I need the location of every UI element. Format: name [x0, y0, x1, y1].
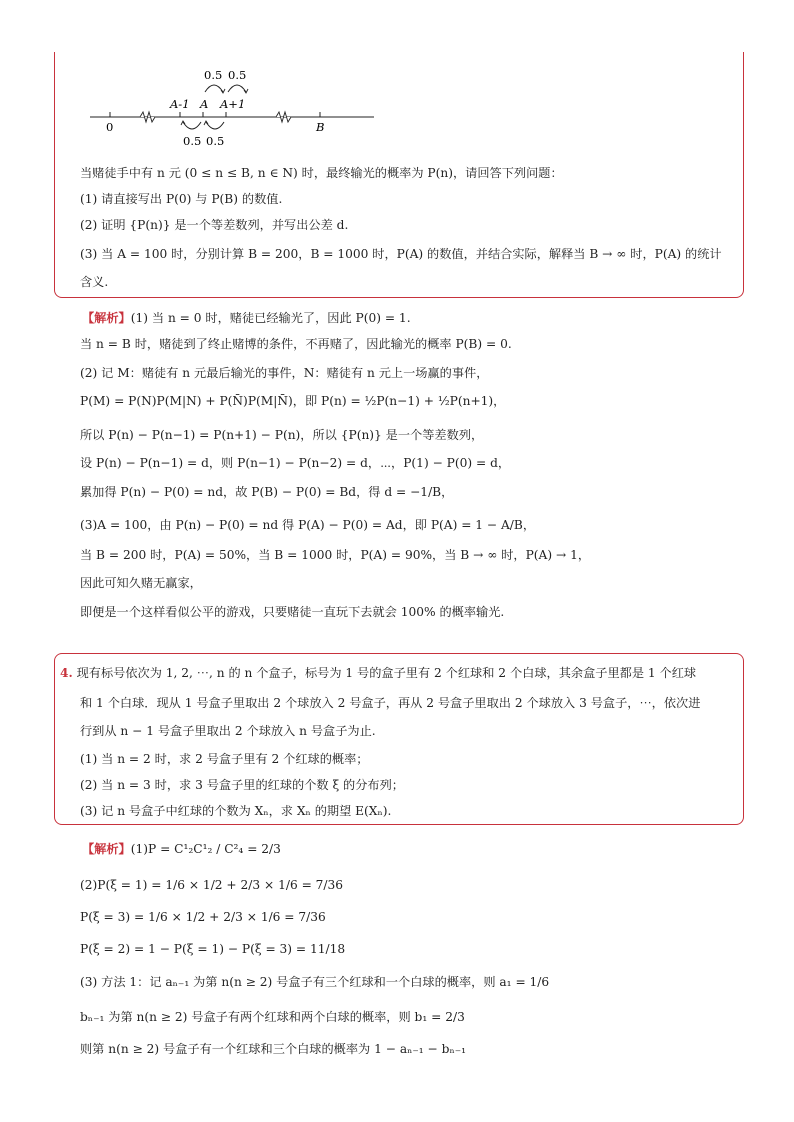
arc-top-1 [205, 85, 223, 92]
solution-4-line-5: (3) 方法 1：记 aₙ₋₁ 为第 n(n ≥ 2) 号盒子有三个红球和一个白球的概率，则 a₁ = 1/6 [80, 975, 550, 989]
solution-4-line-3: P(ξ = 3) = 1/6 × 1/2 + 2/3 × 1/6 = 7/36 [80, 910, 326, 924]
solution-3-line-7: 累加得 P(n) − P(0) = nd，故 P(B) − P(0) = Bd，得 d = −1/B， [80, 485, 454, 499]
problem-4-number: 4. [60, 666, 73, 680]
solution-3-line-9: 当 B = 200 时，P(A) = 50%，当 B = 1000 时，P(A) = 90%，当 B → ∞ 时，P(A) → 1， [80, 548, 591, 562]
problem-4-question-3: (3) 记 n 号盒子中红球的个数为 Xₙ，求 Xₙ 的期望 E(Xₙ). [80, 804, 392, 818]
solution-4-line-1: 【解析】(1)P = C¹₂C¹₂ / C²₄ = 2/3 [82, 842, 281, 856]
solution-3-line-2: 当 n = B 时，赌徒到了终止赌博的条件，不再赌了，因此输光的概率 P(B) = 0. [80, 337, 512, 351]
break-mark-right [276, 112, 291, 122]
point-label-b: B [316, 120, 325, 134]
solution-3-line-3: (2) 记 M：赌徒有 n 元最后输光的事件，N：赌徒有 n 元上一场赢的事件， [80, 366, 489, 380]
solution-4-line-6: bₙ₋₁ 为第 n(n ≥ 2) 号盒子有两个红球和两个白球的概率，则 b₁ = 2/3 [80, 1010, 465, 1024]
solution-4-line-4: P(ξ = 2) = 1 − P(ξ = 1) − P(ξ = 3) = 11/18 [80, 942, 346, 956]
solution-3-line-11: 即便是一个这样看似公平的游戏，只要赌徒一直玩下去就会 100% 的概率输光. [80, 605, 505, 619]
problem-4-question-2: (2) 当 n = 3 时，求 3 号盒子里的红球的个数 ξ 的分布列； [80, 778, 404, 792]
arc-bottom-1 [183, 122, 201, 129]
point-label-a-minus-1: A-1 [170, 97, 190, 111]
problem-3-question-1: (1) 请直接写出 P(0) 与 P(B) 的数值. [80, 192, 283, 206]
point-label-a-plus-1: A+1 [220, 97, 246, 111]
problem-3-question-3-cont: 含义. [80, 275, 109, 289]
number-line-diagram [88, 60, 388, 160]
arc-bottom-2 [206, 122, 224, 129]
arc-top-2 [228, 85, 246, 92]
prob-label-bottom-2: 0.5 [206, 134, 225, 148]
solution-3-line-1: 【解析】(1) 当 n = 0 时，赌徒已经输光了，因此 P(0) = 1. [82, 311, 411, 325]
problem-4-line-3: 行到从 n − 1 号盒子里取出 2 个球放入 n 号盒子为止. [80, 724, 376, 738]
solution-4-label: 【解析】 [82, 842, 131, 856]
problem-4-line-1: 4. 现有标号依次为 1, 2, ⋯, n 的 n 个盒子，标号为 1 号的盒子里有 2 个红球和 2 个白球，其余盒子里都是 1 个红球 [60, 666, 697, 680]
solution-3-line-8: (3)A = 100，由 P(n) − P(0) = nd 得 P(A) − P(0) = Ad，即 P(A) = 1 − A/B， [80, 518, 536, 532]
problem-3-question-3: (3) 当 A = 100 时，分别计算 B = 200，B = 1000 时，P(A) 的数值，并结合实际，解释当 B → ∞ 时，P(A) 的统计 [80, 247, 722, 261]
prob-label-top-1: 0.5 [204, 68, 223, 82]
point-label-a: A [200, 97, 209, 111]
solution-3-line-5: 所以 P(n) − P(n−1) = P(n+1) − P(n)，所以 {P(n)} 是一个等差数列， [80, 428, 484, 442]
solution-4-line-7: 则第 n(n ≥ 2) 号盒子有一个红球和三个白球的概率为 1 − aₙ₋₁ − bₙ₋₁ [80, 1042, 467, 1056]
solution-3-line-10: 因此可知久赌无赢家， [80, 576, 202, 590]
point-label-zero: 0 [106, 120, 114, 134]
break-mark-left [140, 112, 155, 122]
problem-4-question-1: (1) 当 n = 2 时，求 2 号盒子里有 2 个红球的概率； [80, 752, 369, 766]
solution-3-label: 【解析】 [82, 311, 131, 325]
solution-3-line-6: 设 P(n) − P(n−1) = d，则 P(n−1) − P(n−2) = d，⋯，P(1) − P(0) = d， [80, 456, 511, 470]
solution-3-line-4: P(M) = P(N)P(M|N) + P(N̄)P(M|N̄)，即 P(n) = ½P(n−1) + ½P(n+1)， [80, 394, 506, 408]
problem-4-line-2: 和 1 个白球．现从 1 号盒子里取出 2 个球放入 2 号盒子，再从 2 号盒子里取出 2 个球放入 3 号盒子，⋯，依次进 [80, 696, 701, 710]
problem-3-question-2: (2) 证明 {P(n)} 是一个等差数列，并写出公差 d. [80, 218, 349, 232]
problem-3-intro: 当赌徒手中有 n 元 (0 ≤ n ≤ B, n ∈ N) 时，最终输光的概率为 P(n)，请回答下列问题： [80, 166, 563, 180]
prob-label-top-2: 0.5 [228, 68, 247, 82]
solution-4-line-2: (2)P(ξ = 1) = 1/6 × 1/2 + 2/3 × 1/6 = 7/36 [80, 878, 344, 892]
prob-label-bottom-1: 0.5 [183, 134, 202, 148]
